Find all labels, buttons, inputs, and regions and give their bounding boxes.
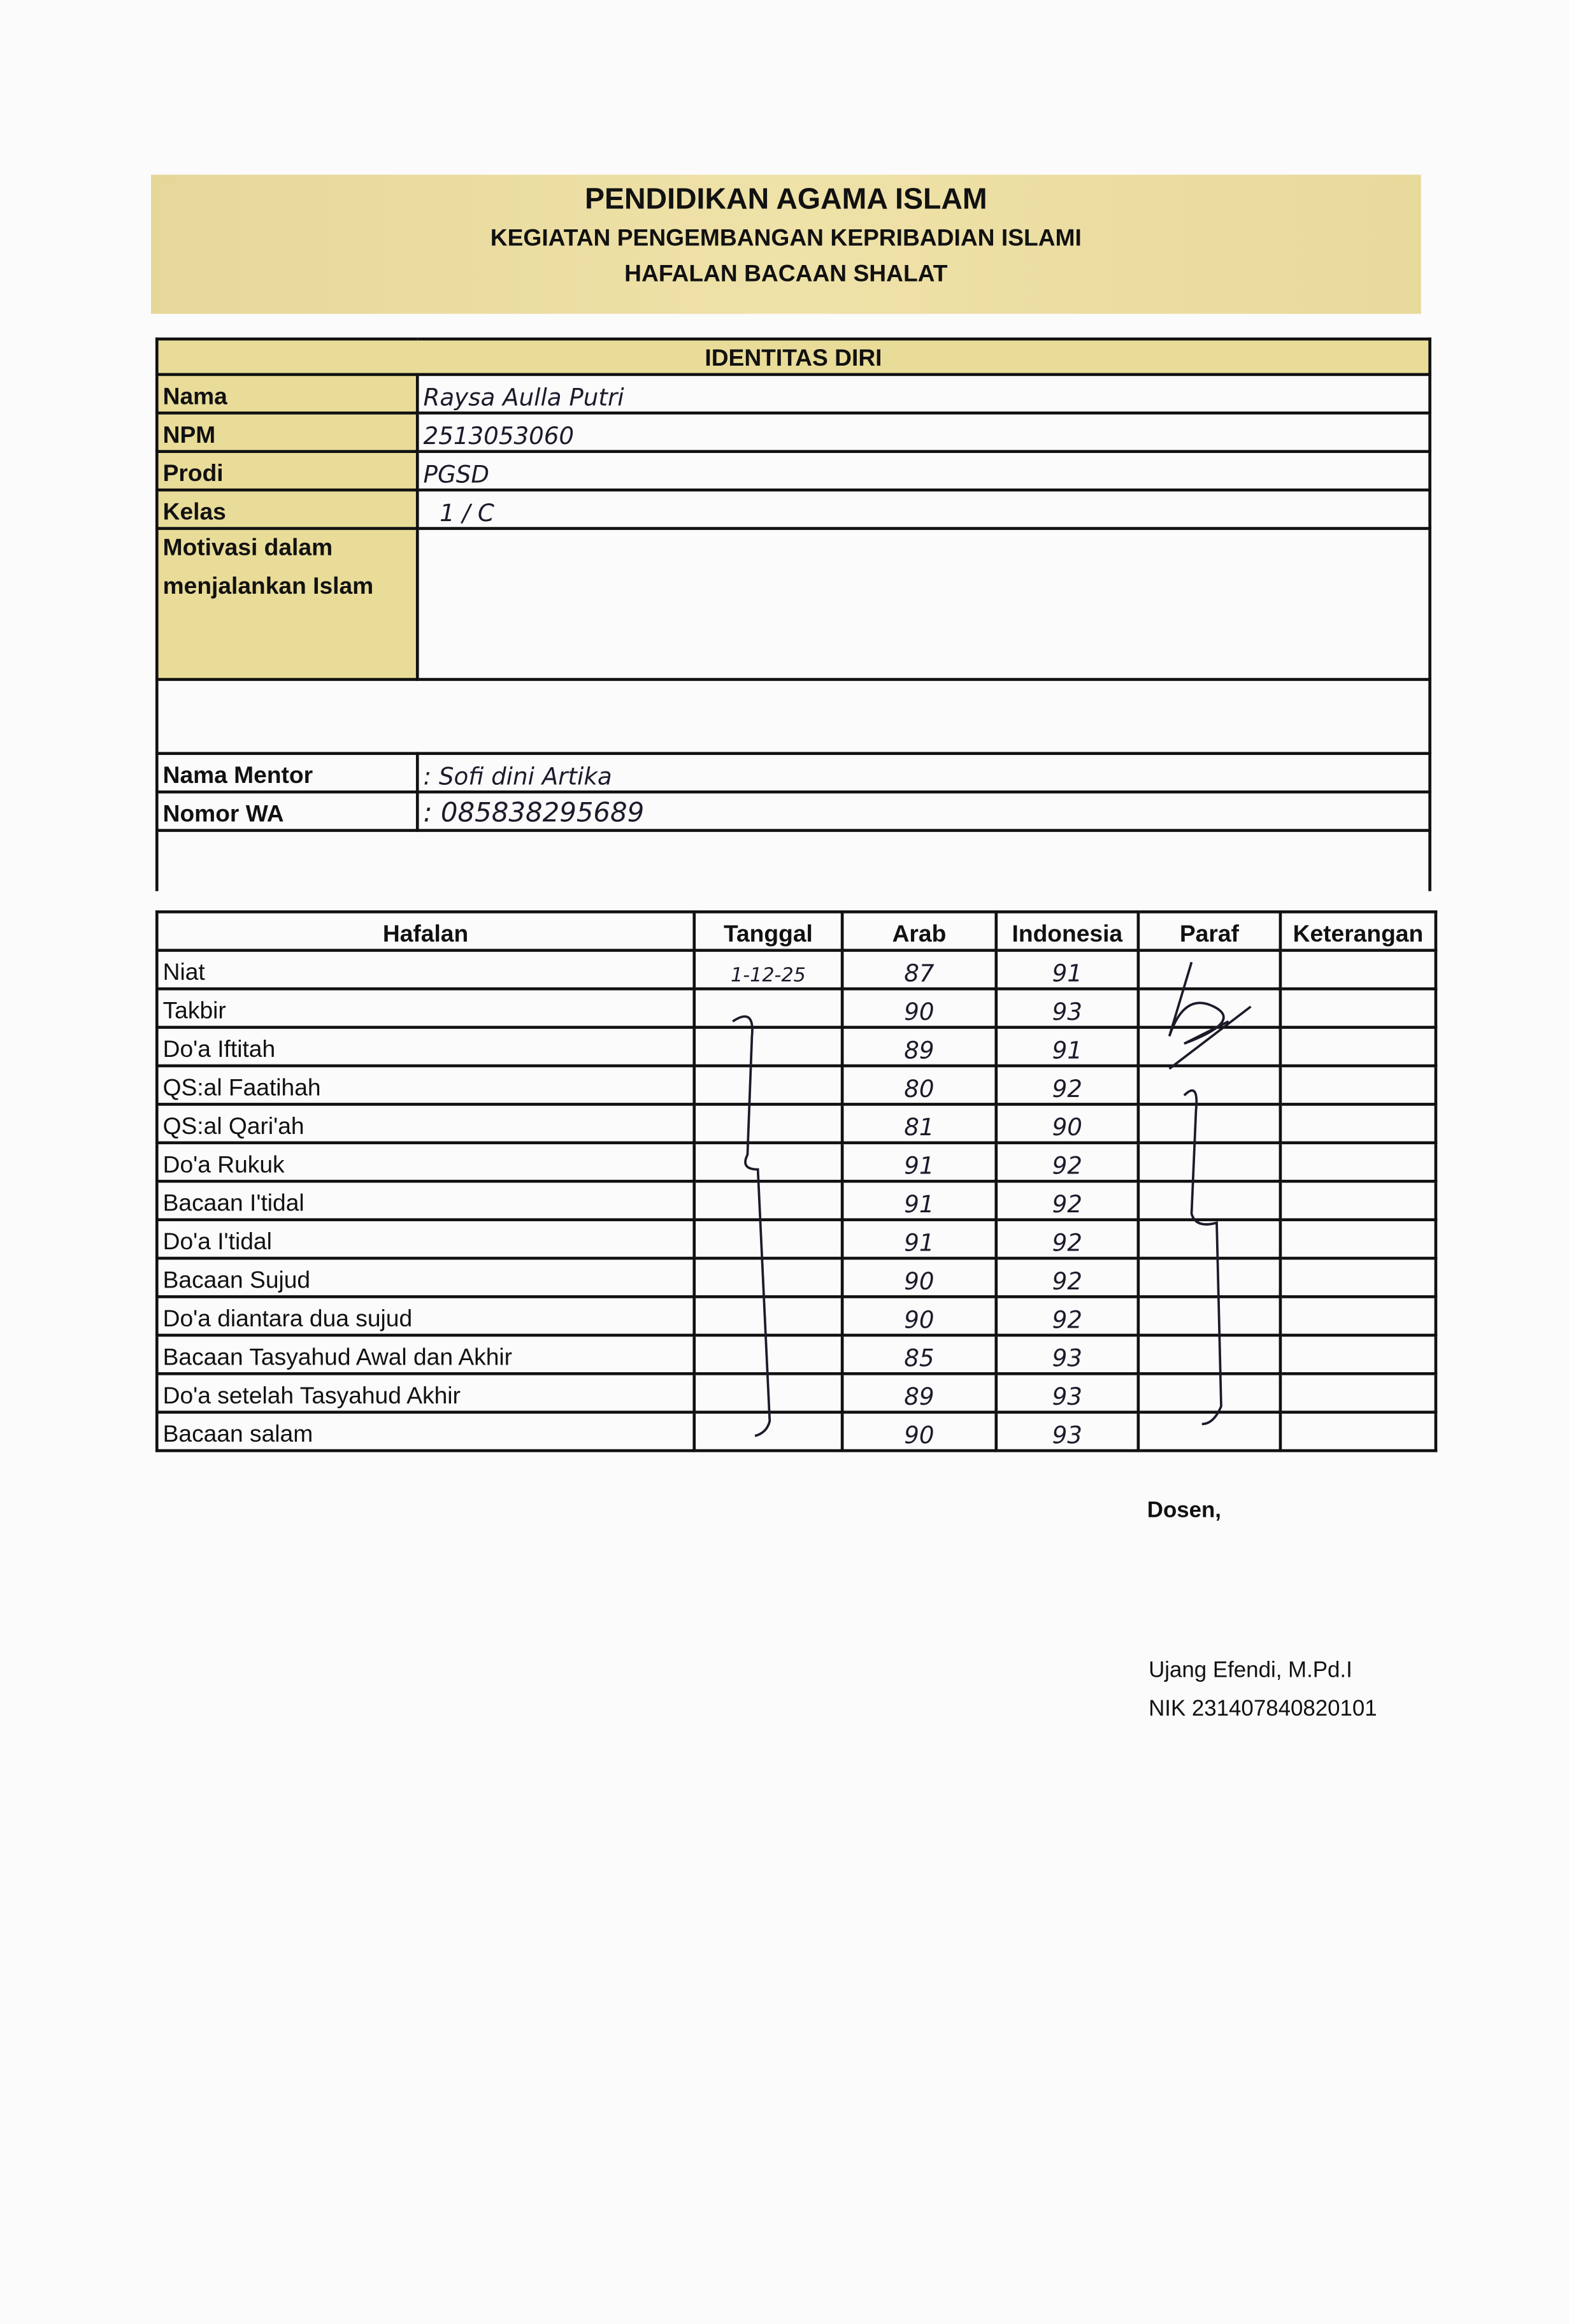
indonesia-score: 92: [996, 1143, 1138, 1181]
hafalan-name: Niat: [157, 950, 694, 989]
signature-paraf: [1170, 962, 1251, 1068]
field-label: Kelas: [157, 490, 417, 528]
indonesia-score: 91: [996, 950, 1138, 989]
hafalan-name: Do'a setelah Tasyahud Akhir: [157, 1374, 694, 1412]
dosen-label: Dosen,: [1147, 1498, 1222, 1523]
field-label: Motivasi dalam menjalankan Islam: [157, 529, 417, 680]
mentor-value: : Sofi dini Artika: [417, 754, 1429, 792]
field-value-nama: Raysa Aulla Putri: [417, 375, 1429, 413]
indonesia-score: 92: [996, 1220, 1138, 1258]
wa-label: Nomor WA: [157, 792, 417, 830]
document-title: PENDIDIKAN AGAMA ISLAM: [584, 183, 987, 217]
field-value-prodi: PGSD: [417, 452, 1429, 490]
arab-score: 91: [842, 1143, 996, 1181]
arab-score: 91: [842, 1181, 996, 1219]
field-value-kelas: 1 / C: [417, 490, 1429, 528]
arab-score: 87: [842, 950, 996, 989]
hafalan-name: Bacaan Tasyahud Awal dan Akhir: [157, 1335, 694, 1374]
hafalan-name: Do'a Rukuk: [157, 1143, 694, 1181]
col-header: Indonesia: [996, 912, 1138, 950]
wa-value: : 085838295689: [417, 792, 1429, 830]
document-subtitle-2: HAFALAN BACAAN SHALAT: [624, 262, 948, 287]
field-label: Nama: [157, 375, 417, 413]
col-header: Paraf: [1138, 912, 1280, 950]
document-subtitle: KEGIATAN PENGEMBANGAN KEPRIBADIAN ISLAMI: [490, 226, 1082, 252]
col-header: Keterangan: [1280, 912, 1436, 950]
arab-score: 85: [842, 1335, 996, 1374]
hafalan-name: Bacaan Sujud: [157, 1258, 694, 1296]
tanggal-cell: 1-12-25: [694, 950, 842, 989]
hafalan-name: QS:al Qari'ah: [157, 1104, 694, 1142]
dosen-nik: NIK 231407840820101: [1149, 1696, 1377, 1722]
arab-score: 89: [842, 1028, 996, 1066]
indonesia-score: 92: [996, 1258, 1138, 1296]
mentor-label: Nama Mentor: [157, 754, 417, 792]
arab-score: 81: [842, 1104, 996, 1142]
arab-score: 80: [842, 1066, 996, 1104]
hafalan-name: Do'a diantara dua sujud: [157, 1296, 694, 1335]
arab-score: 90: [842, 989, 996, 1027]
indonesia-score: 93: [996, 1412, 1138, 1451]
indonesia-score: 93: [996, 1335, 1138, 1374]
hafalan-name: QS:al Faatihah: [157, 1066, 694, 1104]
hafalan-name: Takbir: [157, 989, 694, 1027]
col-header: Hafalan: [157, 912, 694, 950]
col-header: Arab: [842, 912, 996, 950]
hafalan-name: Do'a I'tidal: [157, 1220, 694, 1258]
hafalan-name: Do'a Iftitah: [157, 1028, 694, 1066]
indonesia-score: 90: [996, 1104, 1138, 1142]
bracket-tanggal: [733, 1017, 770, 1436]
indonesia-score: 92: [996, 1296, 1138, 1335]
col-header: Tanggal: [694, 912, 842, 950]
hafalan-name: Bacaan salam: [157, 1412, 694, 1451]
indonesia-score: 92: [996, 1181, 1138, 1219]
field-value-npm: 2513053060: [417, 413, 1429, 451]
arab-score: 91: [842, 1220, 996, 1258]
indonesia-score: 91: [996, 1028, 1138, 1066]
bracket-paraf: [1184, 1091, 1221, 1424]
identity-section-title: IDENTITAS DIRI: [157, 339, 1429, 375]
field-label: Prodi: [157, 452, 417, 490]
arab-score: 90: [842, 1258, 996, 1296]
arab-score: 90: [842, 1296, 996, 1335]
indonesia-score: 92: [996, 1066, 1138, 1104]
indonesia-score: 93: [996, 1374, 1138, 1412]
arab-score: 90: [842, 1412, 996, 1451]
indonesia-score: 93: [996, 989, 1138, 1027]
field-label: NPM: [157, 413, 417, 451]
arab-score: 89: [842, 1374, 996, 1412]
hafalan-name: Bacaan I'tidal: [157, 1181, 694, 1219]
dosen-name: Ujang Efendi, M.Pd.I: [1149, 1658, 1352, 1683]
